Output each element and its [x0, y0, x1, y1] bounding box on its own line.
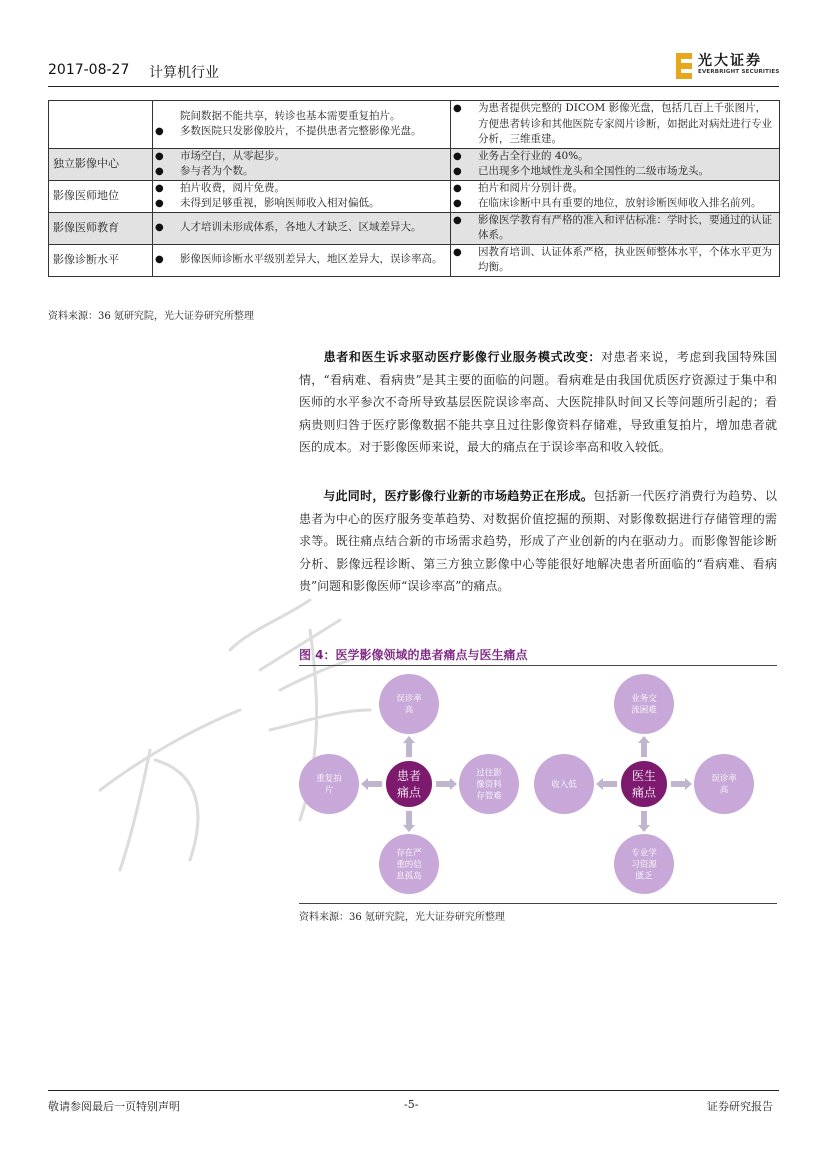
table-source: 资料来源：36 氪研究院，光大证券研究所整理 — [48, 311, 254, 322]
comparison-table — [48, 100, 780, 277]
doctor-top-label: 业务交流困难 — [631, 694, 657, 716]
company-logo — [676, 50, 780, 84]
doctor-bottom-label: 专业学习资源匮乏 — [631, 848, 657, 882]
after-cell — [451, 212, 780, 244]
paragraph-1-body: 对患者来说，考虑到我国特殊国情，“看病难、看病贵”是其主要的面临的问题。看病难是由我国优质医疗资源过于集中和医师的水平参次不奇所导致基层医院误诊率高、大医院排队时间又长等问题所引起的；看病贵则归咎于医疗影像数据不能共享且过往影像资料存储难，导致重复拍片，增加患者就医的成本。对于影像医师来说，最大的痛点在于误诊率高和收入较低。 — [299, 350, 777, 454]
arrow-icon — [638, 811, 650, 832]
patient-top-label: 误诊率高 — [396, 694, 422, 716]
row-label: 影像医师地位 — [49, 180, 153, 212]
bullet-item: ● 业务占全行业的 40%。 — [451, 149, 775, 165]
bullet-item: 院间数据不能共享，转诊也基本需要重复拍片。 — [180, 109, 401, 122]
bullet-item: ● 人才培训未形成体系，各地人才缺乏、区域差异大。 — [153, 220, 446, 236]
arrow-icon — [638, 736, 650, 757]
footer-report-type: 证券研究报告 — [707, 1100, 773, 1113]
before-cell — [153, 244, 451, 276]
figure-source: 资料来源：36 氪研究院，光大证券研究所整理 — [299, 912, 505, 923]
paragraph-1 — [299, 346, 777, 459]
after-cell — [451, 180, 780, 212]
before-cell — [153, 148, 451, 180]
bullet-item: ● 未得到足够重视，影响医师收入相对偏低。 — [153, 196, 446, 212]
row-label: 影像诊断水平 — [49, 244, 153, 276]
page-number: -5- — [404, 1098, 419, 1111]
industry-title: 计算机行业 — [149, 65, 219, 81]
figure-title: 图 4：医学影像领域的患者痛点与医生痛点 — [299, 648, 528, 662]
bullet-item: ● 参与者为个数。 — [153, 164, 446, 180]
after-cell — [451, 148, 780, 180]
patient-center-label: 患者痛点 — [396, 769, 422, 800]
row-label: 影像医师教育 — [49, 212, 153, 244]
patient-left-label: 重复拍片 — [316, 774, 342, 796]
bullet-item: ● 影像医学教育有严格的准入和评估标准：学时长，要通过的认证体系。 — [451, 213, 775, 244]
after-cell — [451, 101, 780, 149]
after-cell — [451, 244, 780, 276]
doctor-center-node — [620, 760, 668, 808]
table-row — [49, 148, 780, 180]
doctor-left-label: 收入低 — [551, 779, 577, 790]
bullet-item: ● 因教育培训、认证体系严格，执业医师整体水平，个体水平更为均衡。 — [451, 245, 775, 276]
arrow-icon — [403, 811, 415, 832]
footer-disclaimer: 敬请参阅最后一页特别声明 — [48, 1100, 180, 1113]
bullet-item: ● 多数医院只发影像胶片，不提供患者完整影像光盘。 — [153, 124, 446, 140]
bullet-item: ● 拍片和阅片分别计费。 — [451, 181, 775, 197]
paragraph-1-heading: 患者和医生诉求驱动医疗影像行业服务模式改变： — [323, 350, 602, 364]
bullet-item: ● 在临床诊断中具有重要的地位，放射诊断医师收入排名前列。 — [451, 196, 775, 212]
arrow-icon — [671, 778, 692, 790]
patient-right-label: 过往影像资料存管难 — [476, 768, 502, 802]
patient-center-node — [385, 760, 433, 808]
before-cell — [153, 212, 451, 244]
row-label — [49, 101, 153, 149]
arrow-icon — [436, 778, 457, 790]
paragraph-2 — [299, 485, 777, 598]
arrow-icon — [403, 736, 415, 757]
header-divider — [48, 86, 779, 87]
arrow-icon — [361, 778, 382, 790]
bullet-item: ● 市场空白，从零起步。 — [153, 149, 446, 165]
report-date: 2017-08-27 — [48, 62, 130, 78]
paragraph-2-body: 包括新一代医疗消费行为趋势、以患者为中心的医疗服务变革趋势、对数据价值挖掘的预期、对影像数据进行存储管理的需求等。既往痛点结合新的市场需求趋势，形成了产业创新的内在驱动力。而影像智能诊断分析、影像远程诊断、第三方独立影像中心等能很好地解决患者所面临的“看病难、看病贵”问题和影像医师“误诊率高”的痛点。 — [299, 489, 777, 593]
logo-text: 光大证券 — [698, 53, 762, 69]
bullet-item: ● 拍片收费，阅片免费。 — [153, 181, 446, 197]
table-row — [49, 212, 780, 244]
bullet-item: ● 为患者提供完整的 DICOM 影像光盘，包括几百上千张图片，方便患者转诊和其他医院专家阅片诊断，如据此对病灶进行专业分析，三维重建。 — [451, 101, 775, 148]
patient-pain-cluster — [299, 674, 519, 894]
doctor-pain-cluster — [534, 674, 754, 894]
arrow-icon — [596, 778, 617, 790]
doctor-right-label: 误诊率高 — [711, 774, 737, 796]
table-row — [49, 244, 780, 276]
before-cell — [153, 101, 451, 149]
logo-subtext: EVERBRIGHT SECURITIES — [698, 69, 780, 75]
bullet-item: ● 影像医师诊断水平级别差异大，地区差异大，误诊率高。 — [153, 252, 446, 268]
table-row — [49, 180, 780, 212]
figure-bottom-rule — [299, 903, 777, 904]
table-row — [49, 101, 780, 149]
patient-bottom-label: 存在严重的信息孤岛 — [396, 848, 422, 882]
before-cell — [153, 180, 451, 212]
paragraph-2-heading: 与此同时，医疗影像行业新的市场趋势正在形成。 — [323, 489, 594, 503]
footer-divider — [48, 1090, 779, 1091]
doctor-center-label: 医生痛点 — [631, 769, 657, 800]
pain-points-diagram — [299, 666, 777, 902]
bullet-item: ● 已出现多个地域性龙头和全国性的二级市场龙头。 — [451, 164, 775, 180]
row-label: 独立影像中心 — [49, 148, 153, 180]
logo-mark-icon — [676, 53, 692, 79]
